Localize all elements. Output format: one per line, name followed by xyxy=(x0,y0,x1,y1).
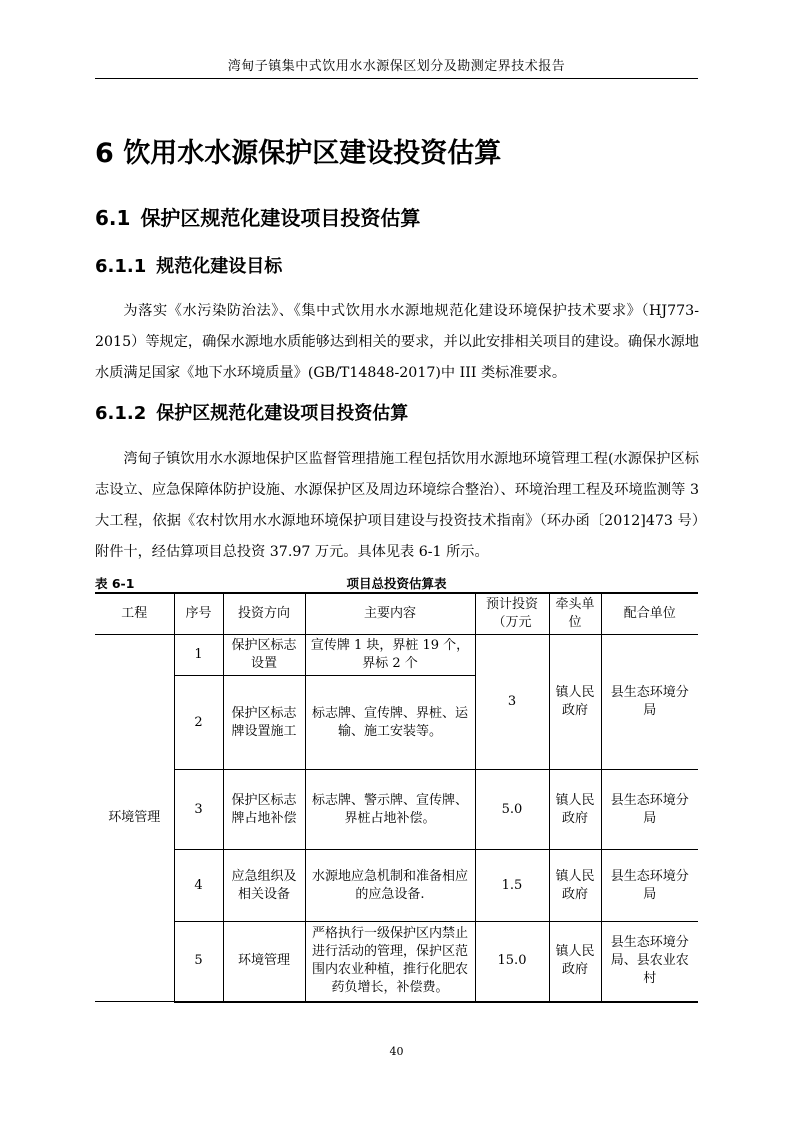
paragraph-goal: 为落实《水污染防治法》、《集中式饮用水水源地规范化建设环境保护技术要求》（HJ773-2015）等规定，确保水源地水质能够达到相关的要求，并以此安排相关项目的建设。确保水源地水质满足国家《地下水环境质量》(GB/T14848-2017)中 III 类标准要求。 xyxy=(95,303,699,381)
project-cell: 环境管理 xyxy=(95,635,174,1002)
seq-cell: 4 xyxy=(174,850,223,922)
header-partner: 配合单位 xyxy=(601,593,698,635)
direction-cell: 保护区标志牌设置施工 xyxy=(223,676,305,770)
invest-cell: 1.5 xyxy=(475,850,549,922)
subsection-heading-2 xyxy=(95,402,408,426)
subsection-number: 6.1.1 xyxy=(95,256,147,277)
subsection-title: 保护区规范化建设项目投资估算 xyxy=(156,403,409,424)
table-row xyxy=(95,770,698,850)
invest-cell: 3 xyxy=(475,635,549,770)
lead-cell: 镇人民政府 xyxy=(549,635,601,770)
partner-cell: 县生态环境分局 xyxy=(601,770,698,850)
partner-cell: 县生态环境分局 xyxy=(601,850,698,922)
content-cell: 标志牌、宣传牌、界桩、运输、施工安装等。 xyxy=(305,676,475,770)
invest-cell: 5.0 xyxy=(475,770,549,850)
direction-cell: 保护区标志设置 xyxy=(223,635,305,676)
lead-cell: 镇人民政府 xyxy=(549,850,601,922)
seq-cell: 3 xyxy=(174,770,223,850)
lead-cell: 镇人民政府 xyxy=(549,922,601,1002)
table-label: 表 6-1 xyxy=(95,576,135,591)
partner-cell: 县生态环境分局、县农业农村 xyxy=(601,922,698,1002)
partner-cell: 县生态环境分局 xyxy=(601,635,698,770)
table-row xyxy=(95,922,698,1002)
subsection-title: 规范化建设目标 xyxy=(156,256,283,277)
section-number: 6.1 xyxy=(95,206,131,230)
section-heading xyxy=(95,205,420,231)
running-header: 湾甸子镇集中式饮用水水源保区划分及勘测定界技术报告 xyxy=(227,59,566,74)
direction-cell: 保护区标志牌占地补偿 xyxy=(223,770,305,850)
header-lead: 牵头单位 xyxy=(549,593,601,635)
content-cell: 水源地应急机制和准备相应的应急设备. xyxy=(305,850,475,922)
table-title: 项目总投资估算表 xyxy=(346,576,447,591)
investment-table xyxy=(95,592,698,1003)
direction-cell: 环境管理 xyxy=(223,922,305,1002)
seq-cell: 2 xyxy=(174,676,223,770)
subsection-number: 6.1.2 xyxy=(95,403,147,424)
paragraph-investment: 湾甸子镇饮用水水源地保护区监督管理措施工程包括饮用水源地环境管理工程(水源保护区标志设立、应急保障体防护设施、水源保护区及周边环境综合整治）、环境治理工程及环境监测等 3 大工程，依据《农村饮用水水源地环境保护项目建设与投资技术指南》（环办函〔2012]473 号）附件十，经估算项目总投资 37.97 万元。具体见表 6-1 所示。 xyxy=(95,451,699,560)
table-row xyxy=(95,850,698,922)
invest-cell: 15.0 xyxy=(475,922,549,1002)
header-seq: 序号 xyxy=(174,593,223,635)
seq-cell: 5 xyxy=(174,922,223,1002)
header-content: 主要内容 xyxy=(305,593,475,635)
header-invest: 预计投资（万元 xyxy=(475,593,549,635)
table-row xyxy=(95,635,698,676)
content-cell: 宣传牌 1 块，界桩 19 个，界标 2 个 xyxy=(305,635,475,676)
table-caption xyxy=(95,574,698,592)
chapter-heading xyxy=(95,137,501,171)
header-project: 工程 xyxy=(95,593,174,635)
table-header-row xyxy=(95,593,698,635)
chapter-title: 饮用水水源保护区建设投资估算 xyxy=(123,138,502,169)
header-rule xyxy=(95,78,698,79)
lead-cell: 镇人民政府 xyxy=(549,770,601,850)
section-title: 保护区规范化建设项目投资估算 xyxy=(140,206,421,230)
seq-cell: 1 xyxy=(174,635,223,676)
chapter-number: 6 xyxy=(95,138,114,169)
subsection-heading-1 xyxy=(95,255,282,279)
content-cell: 标志牌、警示牌、宣传牌、界桩占地补偿。 xyxy=(305,770,475,850)
direction-cell: 应急组织及相关设备 xyxy=(223,850,305,922)
page-number: 40 xyxy=(389,1045,404,1058)
content-cell: 严格执行一级保护区内禁止进行活动的管理，保护区范围内农业种植，推行化肥农药负增长，补偿费。 xyxy=(305,922,475,1002)
header-direction: 投资方向 xyxy=(223,593,305,635)
